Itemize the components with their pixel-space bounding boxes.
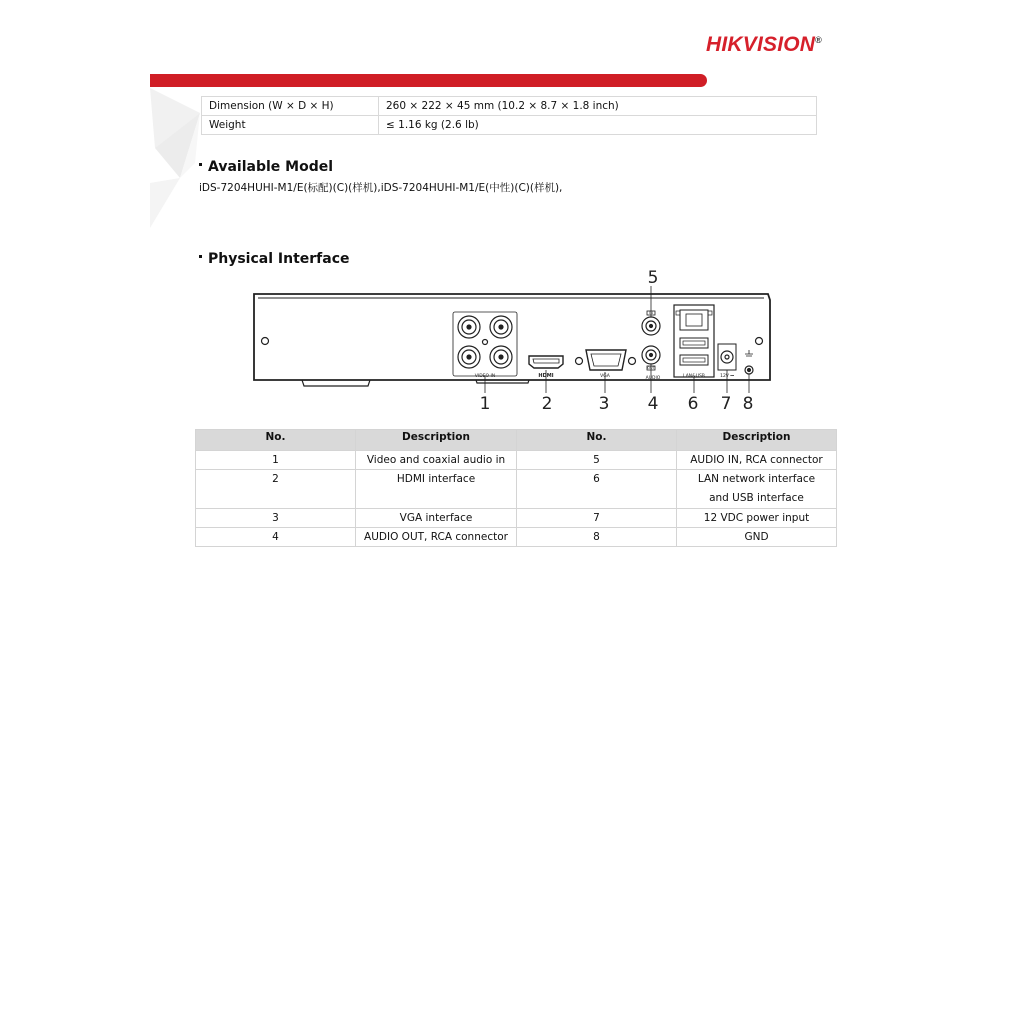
- physical-interface-heading: Physical Interface: [199, 251, 350, 267]
- callout-7: 7: [720, 394, 732, 414]
- cell-description: HDMI interface: [356, 470, 517, 509]
- cell-description: 12 VDC power input: [677, 509, 837, 528]
- spec-table: [201, 96, 817, 135]
- callout-1: 1: [479, 394, 491, 414]
- header-no: No.: [517, 430, 677, 451]
- spec-label: Weight: [202, 116, 379, 135]
- header-description: Description: [356, 430, 517, 451]
- rear-panel-diagram: [240, 262, 780, 414]
- table-row: [196, 470, 837, 509]
- audio-label: AUDIO: [645, 376, 661, 381]
- cell-no: 4: [196, 528, 356, 547]
- interface-description-table: [195, 429, 837, 547]
- callout-5: 5: [647, 268, 659, 288]
- model-list: iDS-7204HUHI-M1/E(标配)(C)(样机),iDS-7204HUHI-M1/E(中性)(C)(样机),: [199, 182, 563, 194]
- table-row: [202, 97, 817, 116]
- cell-no: 8: [517, 528, 677, 547]
- callout-3: 3: [598, 394, 610, 414]
- hdmi-label: HDMI: [538, 373, 554, 379]
- cell-no: 3: [196, 509, 356, 528]
- audio-in-label: IN: [649, 311, 653, 315]
- bullet-icon: [199, 255, 202, 258]
- cell-description: AUDIO IN, RCA connector: [677, 451, 837, 470]
- bullet-icon: [199, 163, 202, 166]
- callout-4: 4: [647, 394, 659, 414]
- cell-description: Video and coaxial audio in: [356, 451, 517, 470]
- table-row: [196, 509, 837, 528]
- header-no: No.: [196, 430, 356, 451]
- callout-8: 8: [742, 394, 754, 414]
- cell-description: AUDIO OUT, RCA connector: [356, 528, 517, 547]
- cell-no: 5: [517, 451, 677, 470]
- power-label: 12V ⎓: [720, 374, 734, 379]
- available-model-heading: Available Model: [199, 159, 333, 175]
- spec-label: Dimension (W × D × H): [202, 97, 379, 116]
- table-row: [202, 116, 817, 135]
- hikvision-logo: HIKVISION®: [706, 33, 822, 56]
- cell-no: 7: [517, 509, 677, 528]
- vga-label: VGA: [600, 374, 610, 379]
- cell-description: LAN network interface and USB interface: [677, 470, 837, 509]
- callout-6: 6: [687, 394, 699, 414]
- cell-no: 1: [196, 451, 356, 470]
- header-description: Description: [677, 430, 837, 451]
- video-in-label: VIDEO IN: [474, 374, 496, 379]
- callout-2: 2: [541, 394, 553, 414]
- header-red-bar: [150, 74, 707, 87]
- cell-description: VGA interface: [356, 509, 517, 528]
- lan-usb-label: LAN&USB: [683, 374, 705, 379]
- table-header-row: [196, 430, 837, 451]
- cell-no: 2: [196, 470, 356, 509]
- table-row: [196, 528, 837, 547]
- cell-no: 6: [517, 470, 677, 509]
- cell-description: GND: [677, 528, 837, 547]
- table-row: [196, 451, 837, 470]
- audio-out-label: OUT: [647, 366, 655, 370]
- spec-value: 260 × 222 × 45 mm (10.2 × 8.7 × 1.8 inch): [379, 97, 817, 116]
- spec-value: ≤ 1.16 kg (2.6 lb): [379, 116, 817, 135]
